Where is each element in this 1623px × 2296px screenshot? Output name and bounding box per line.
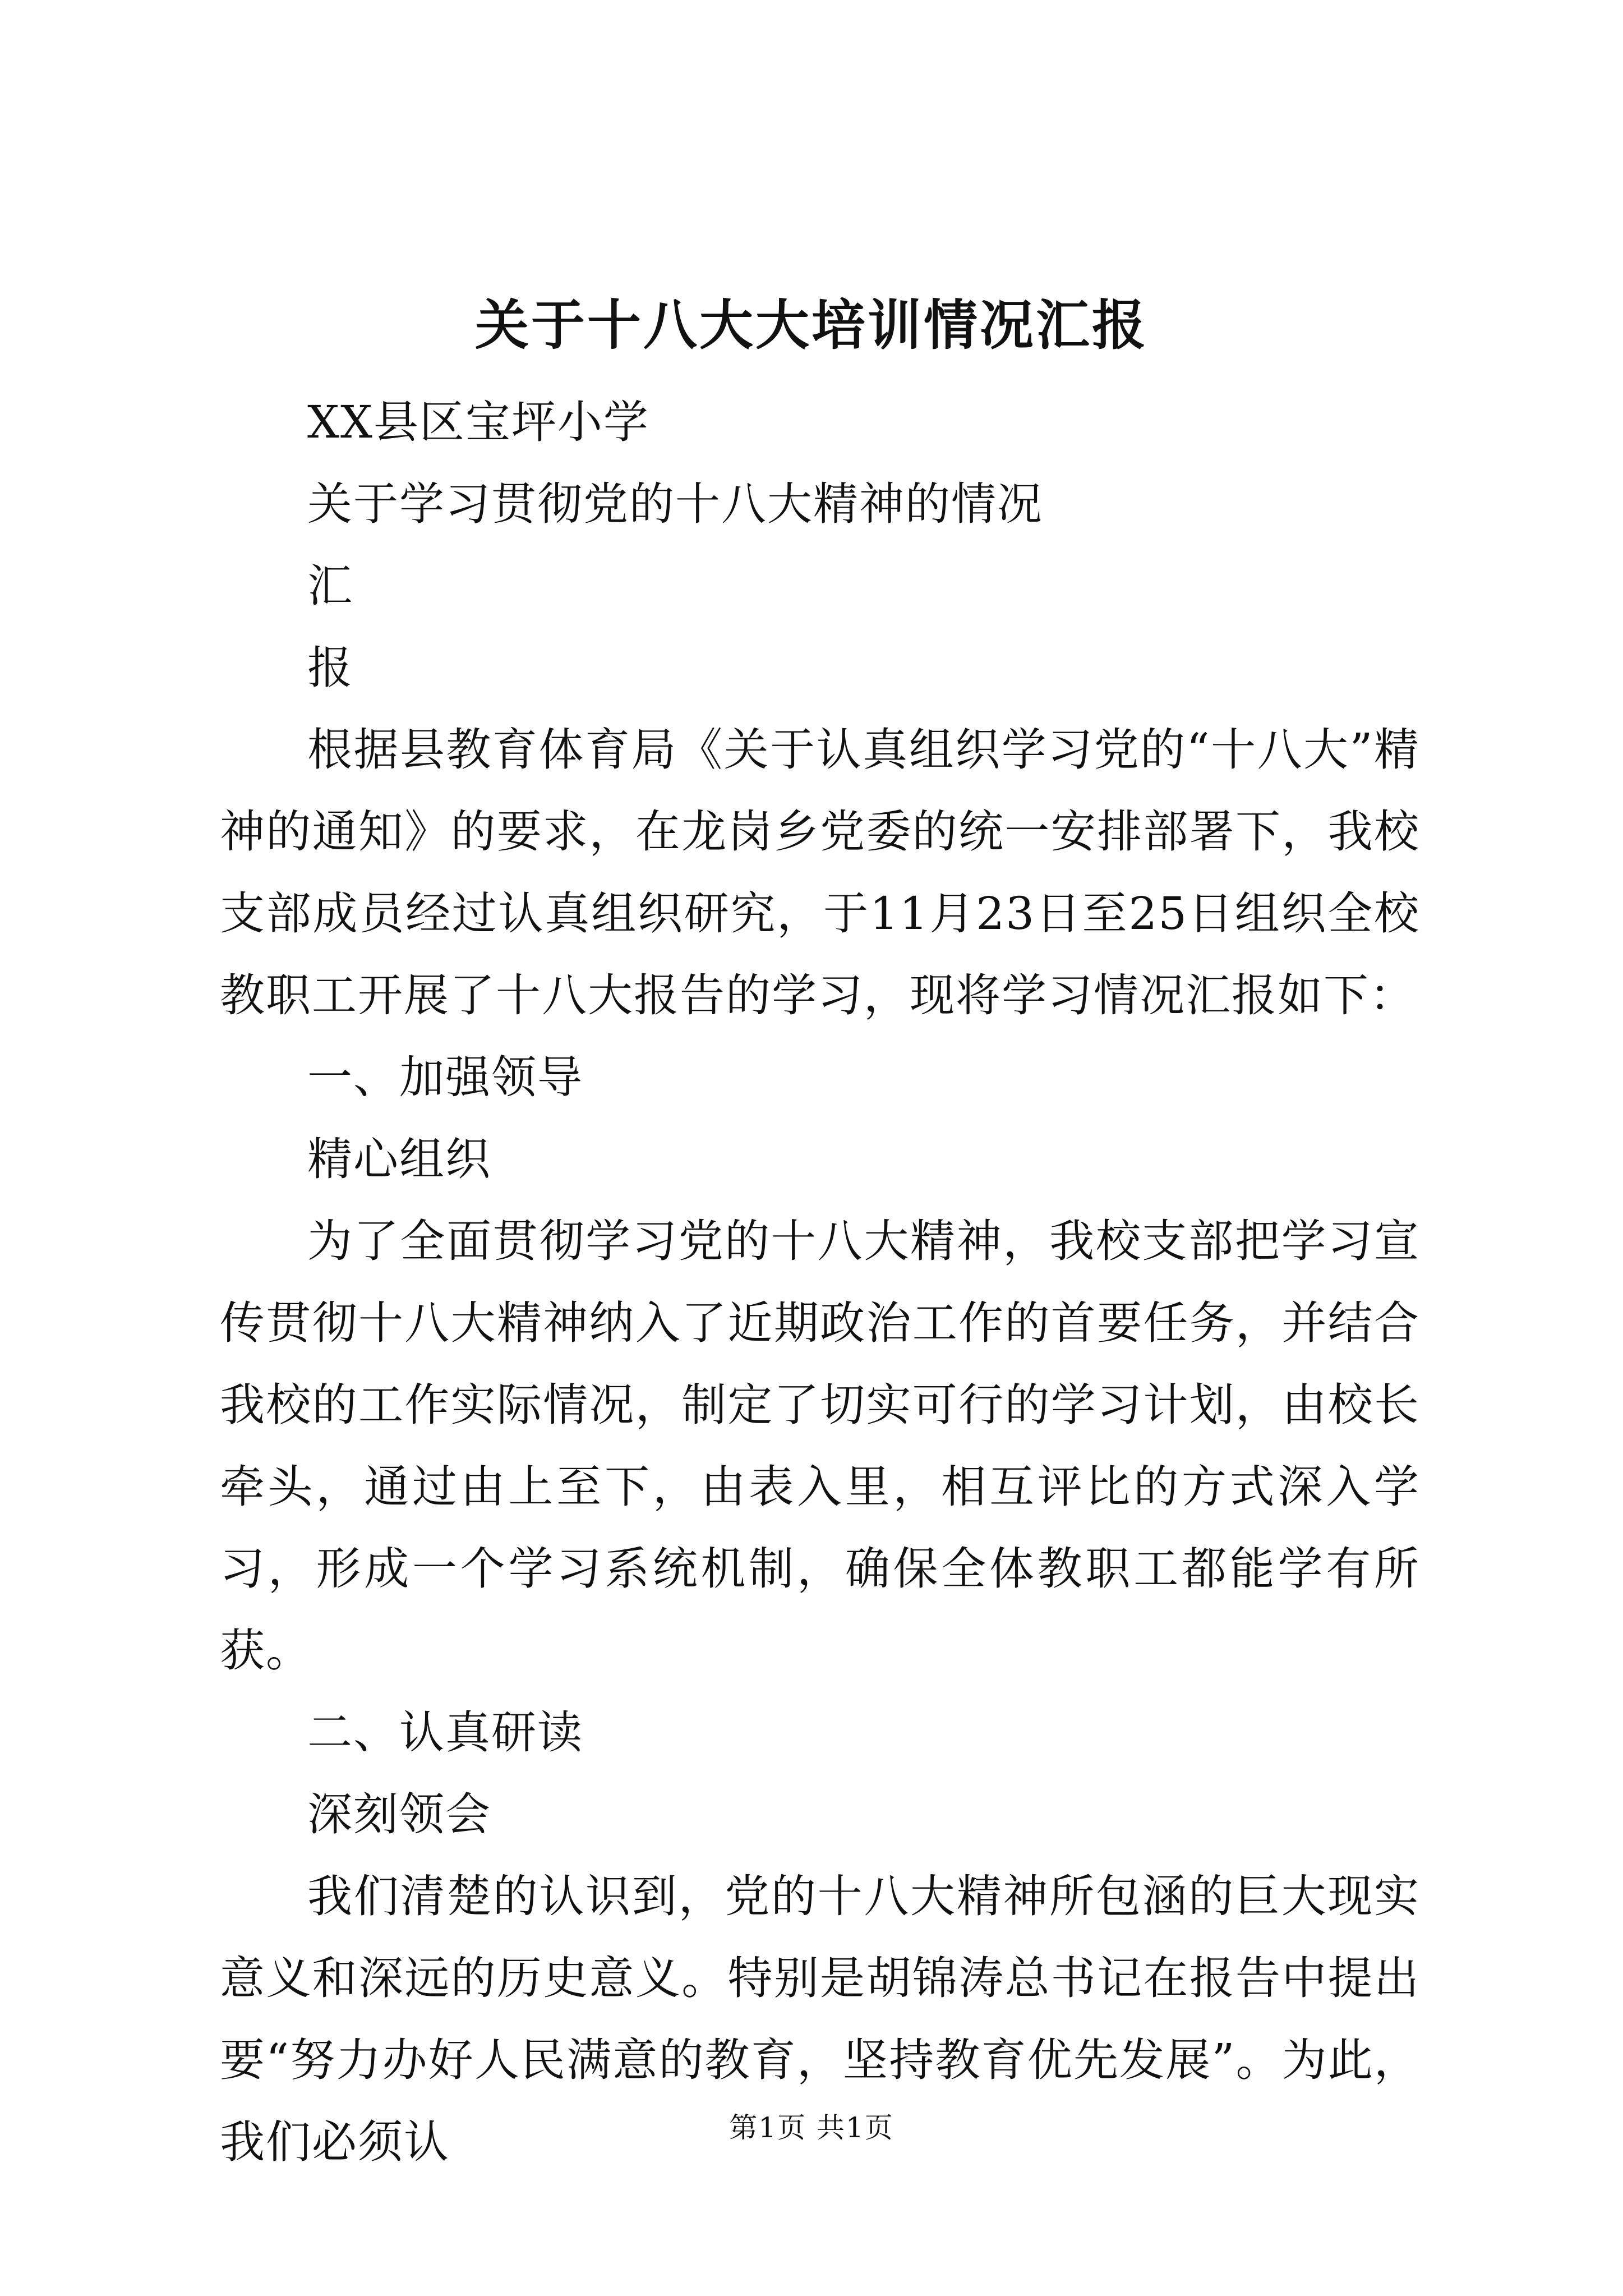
paragraph-hui: 汇 bbox=[307, 560, 353, 612]
page-footer: 第1页 共1页 bbox=[729, 2111, 894, 2144]
paragraph-report-subject: 关于学习贯彻党的十八大精神的情况 bbox=[307, 478, 1043, 530]
document-body bbox=[220, 381, 1420, 2183]
paragraph-bao: 报 bbox=[307, 642, 353, 694]
paragraph-school-name: XX县区宝坪小学 bbox=[307, 396, 649, 448]
section-heading-2: 二、认真研读 bbox=[307, 1706, 583, 1759]
paragraph-section-2: 我们清楚的认识到，党的十八大精神所包涵的巨大现实意义和深远的历史意义。特别是胡锦涛总书记在报告中提出要“努力办好人民满意的教育，坚持教育优先发展”。为此，我们必须认 bbox=[220, 1870, 1420, 2168]
section-heading-1: 一、加强领导 bbox=[307, 1051, 583, 1103]
document-title: 关于十八大大培训情况汇报 bbox=[475, 293, 1148, 357]
section-subheading-2: 深刻领会 bbox=[307, 1788, 491, 1841]
paragraph-section-1: 为了全面贯彻学习党的十八大精神，我校支部把学习宣传贯彻十八大精神纳入了近期政治工作的首要任务，并结合我校的工作实际情况，制定了切实可行的学习计划，由校长牵头，通过由上至下，由表入里，相互评比的方式深入学习，形成一个学习系统机制，确保全体教职工都能学有所获。 bbox=[220, 1215, 1420, 1677]
section-subheading-1: 精心组织 bbox=[307, 1133, 491, 1185]
paragraph-intro: 根据县教育体育局《关于认真组织学习党的“十八大”精神的通知》的要求，在龙岗乡党委的统一安排部署下，我校支部成员经过认真组织研究，于11月23日至25日组织全校教职工开展了十八大报告的学习，现将学习情况汇报如下： bbox=[220, 724, 1420, 1022]
